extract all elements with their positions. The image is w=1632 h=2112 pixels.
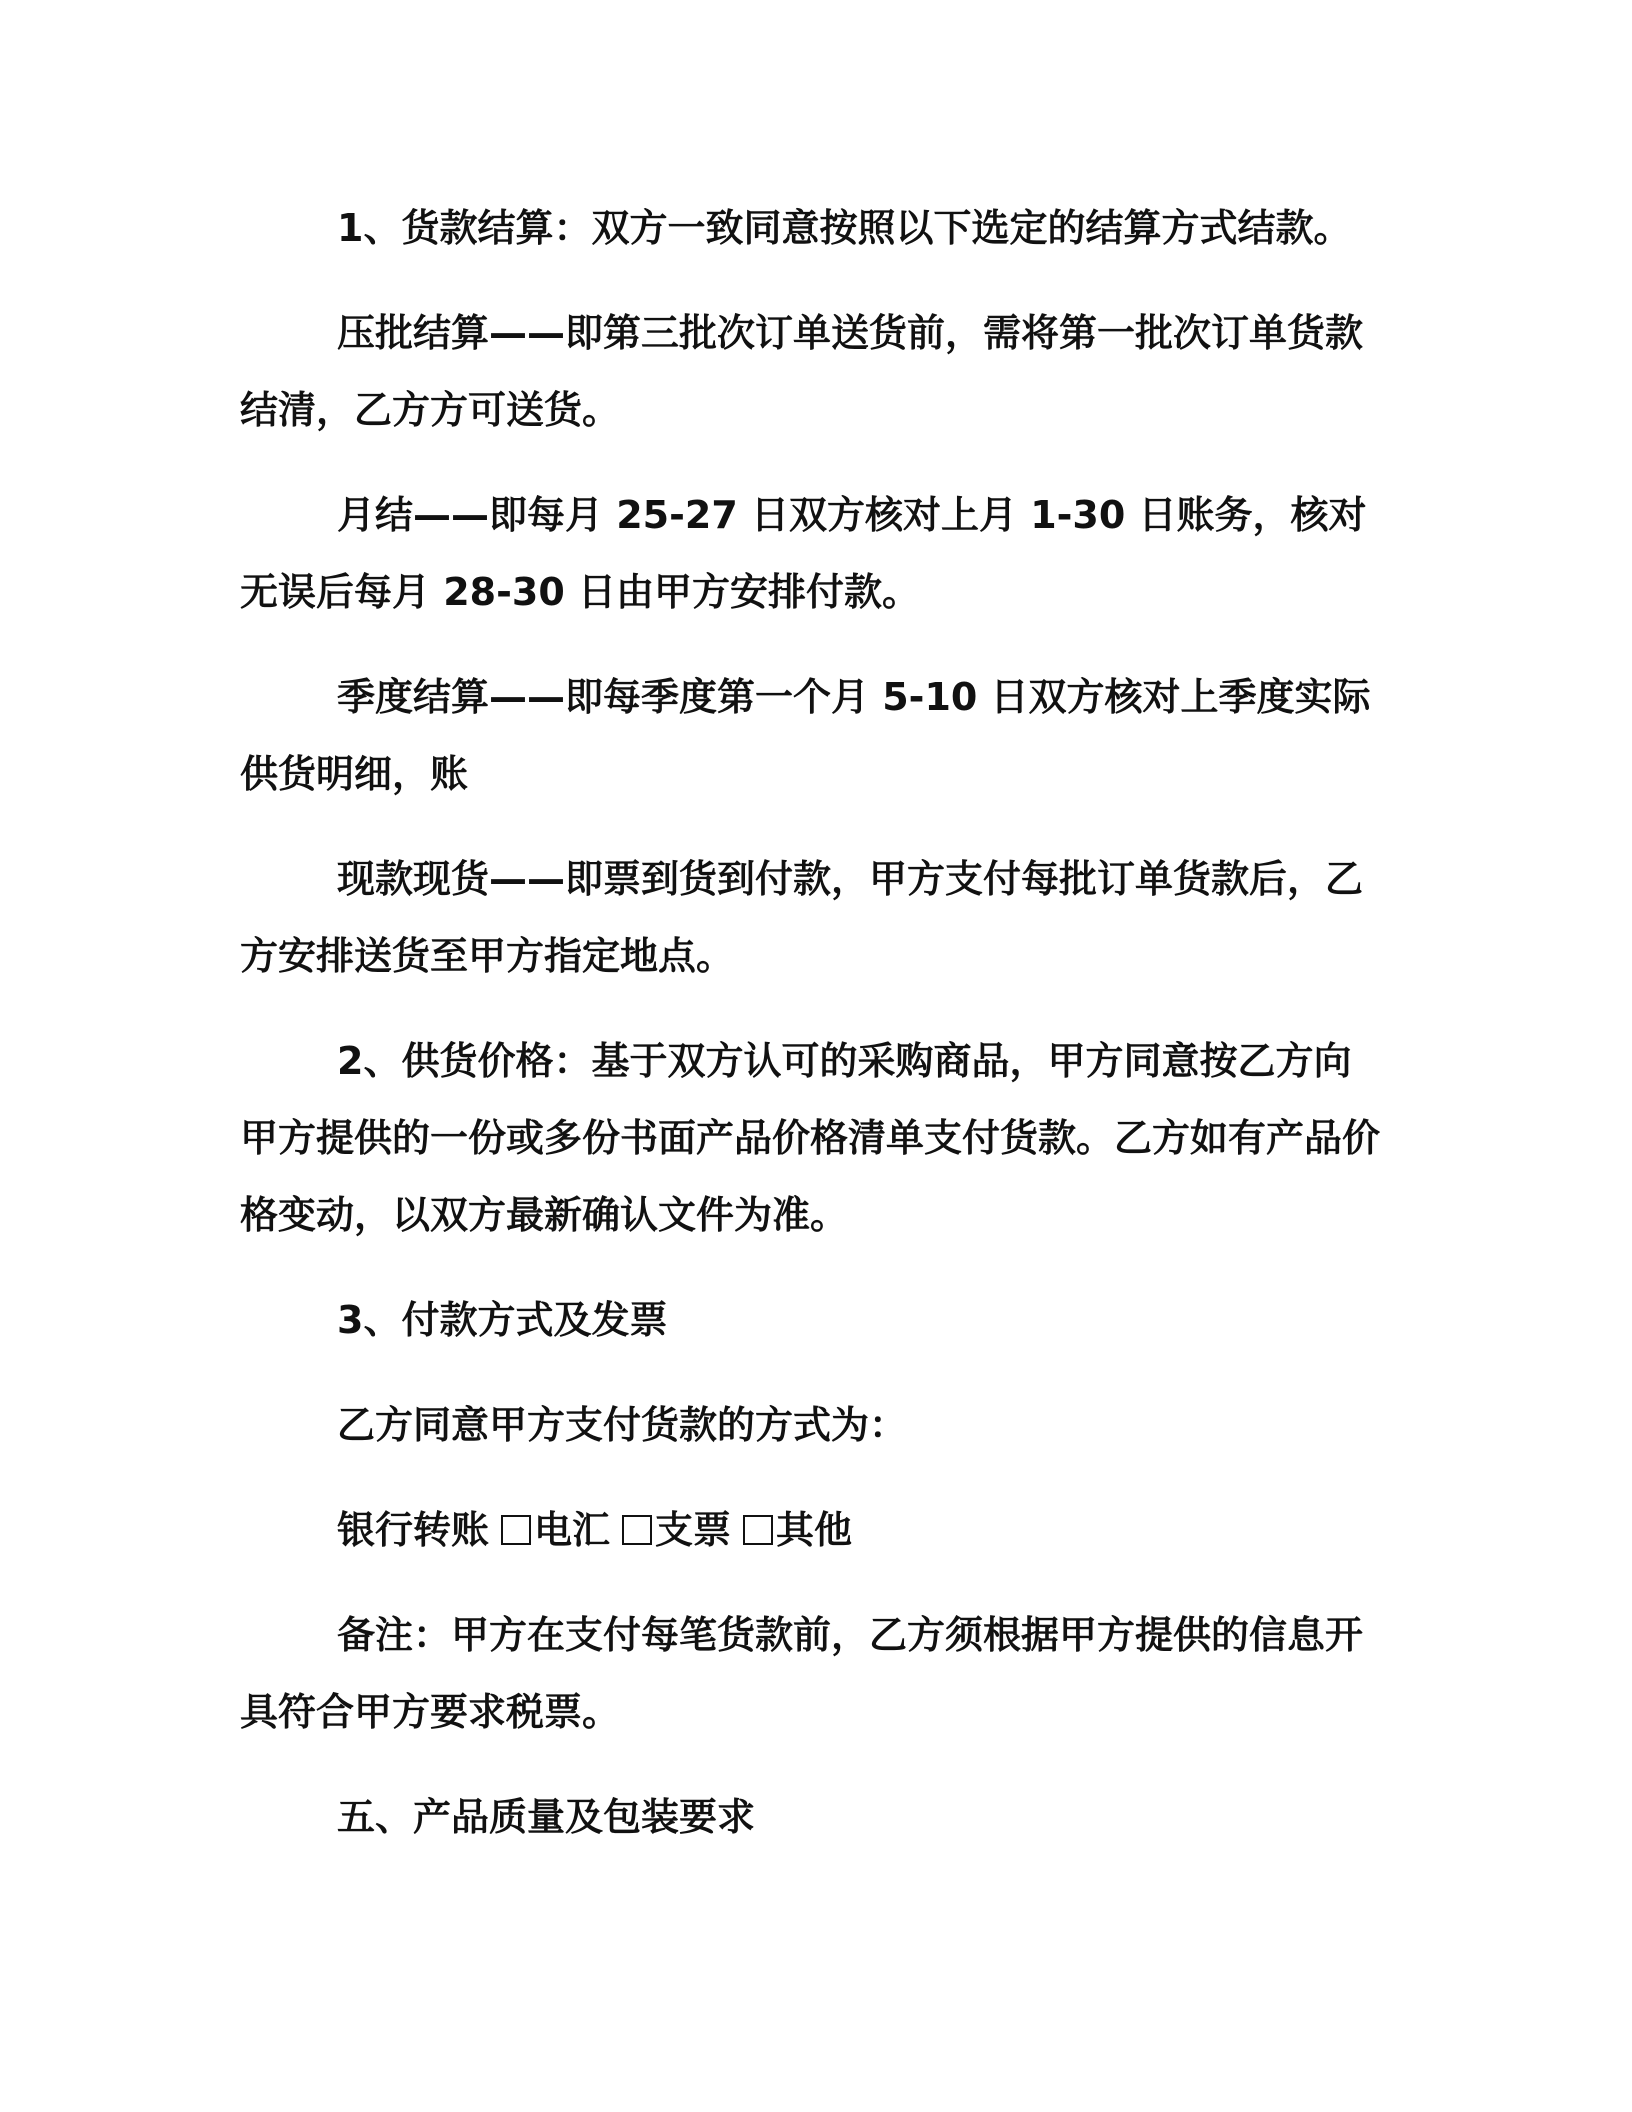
- clause-payment-invoice: 3、付款方式及发票: [337, 1298, 668, 1342]
- payment-options-line: [240, 1492, 1380, 1569]
- option-other-label: 其他: [776, 1508, 853, 1552]
- settlement-monthly: 月结——即每月 25-27 日双方核对上月 1-30 日账务，核对无误后每月 28-30 日由甲方安排付款。: [240, 493, 1367, 614]
- check-checkbox[interactable]: [622, 1515, 652, 1545]
- clause-settlement: 1、货款结算：双方一致同意按照以下选定的结算方式结款。: [337, 206, 1352, 250]
- invoice-note: 备注：甲方在支付每笔货款前，乙方须根据甲方提供的信息开具符合甲方要求税票。: [240, 1613, 1364, 1734]
- wire-checkbox[interactable]: [501, 1515, 531, 1545]
- section-quality-packaging: 五、产品质量及包装要求: [337, 1795, 756, 1839]
- settlement-quarterly: 季度结算——即每季度第一个月 5-10 日双方核对上季度实际供货明细，账: [240, 675, 1371, 796]
- other-checkbox[interactable]: [743, 1515, 773, 1545]
- clause-price: 2、供货价格：基于双方认可的采购商品，甲方同意按乙方向甲方提供的一份或多份书面产品价格清单支付货款。乙方如有产品价格变动，以双方最新确认文件为准。: [240, 1039, 1381, 1237]
- option-wire-label: 电汇: [534, 1508, 611, 1552]
- settlement-batch: 压批结算——即第三批次订单送货前，需将第一批次订单货款结清，乙方方可送货。: [240, 311, 1364, 432]
- document-page: [240, 190, 1380, 1884]
- payment-method-intro: 乙方同意甲方支付货款的方式为：: [337, 1403, 908, 1447]
- option-check-label: 支票: [655, 1508, 732, 1552]
- settlement-cash: 现款现货——即票到货到付款，甲方支付每批订单货款后，乙方安排送货至甲方指定地点。: [240, 857, 1364, 978]
- option-bank-transfer-label: 银行转账: [337, 1508, 490, 1552]
